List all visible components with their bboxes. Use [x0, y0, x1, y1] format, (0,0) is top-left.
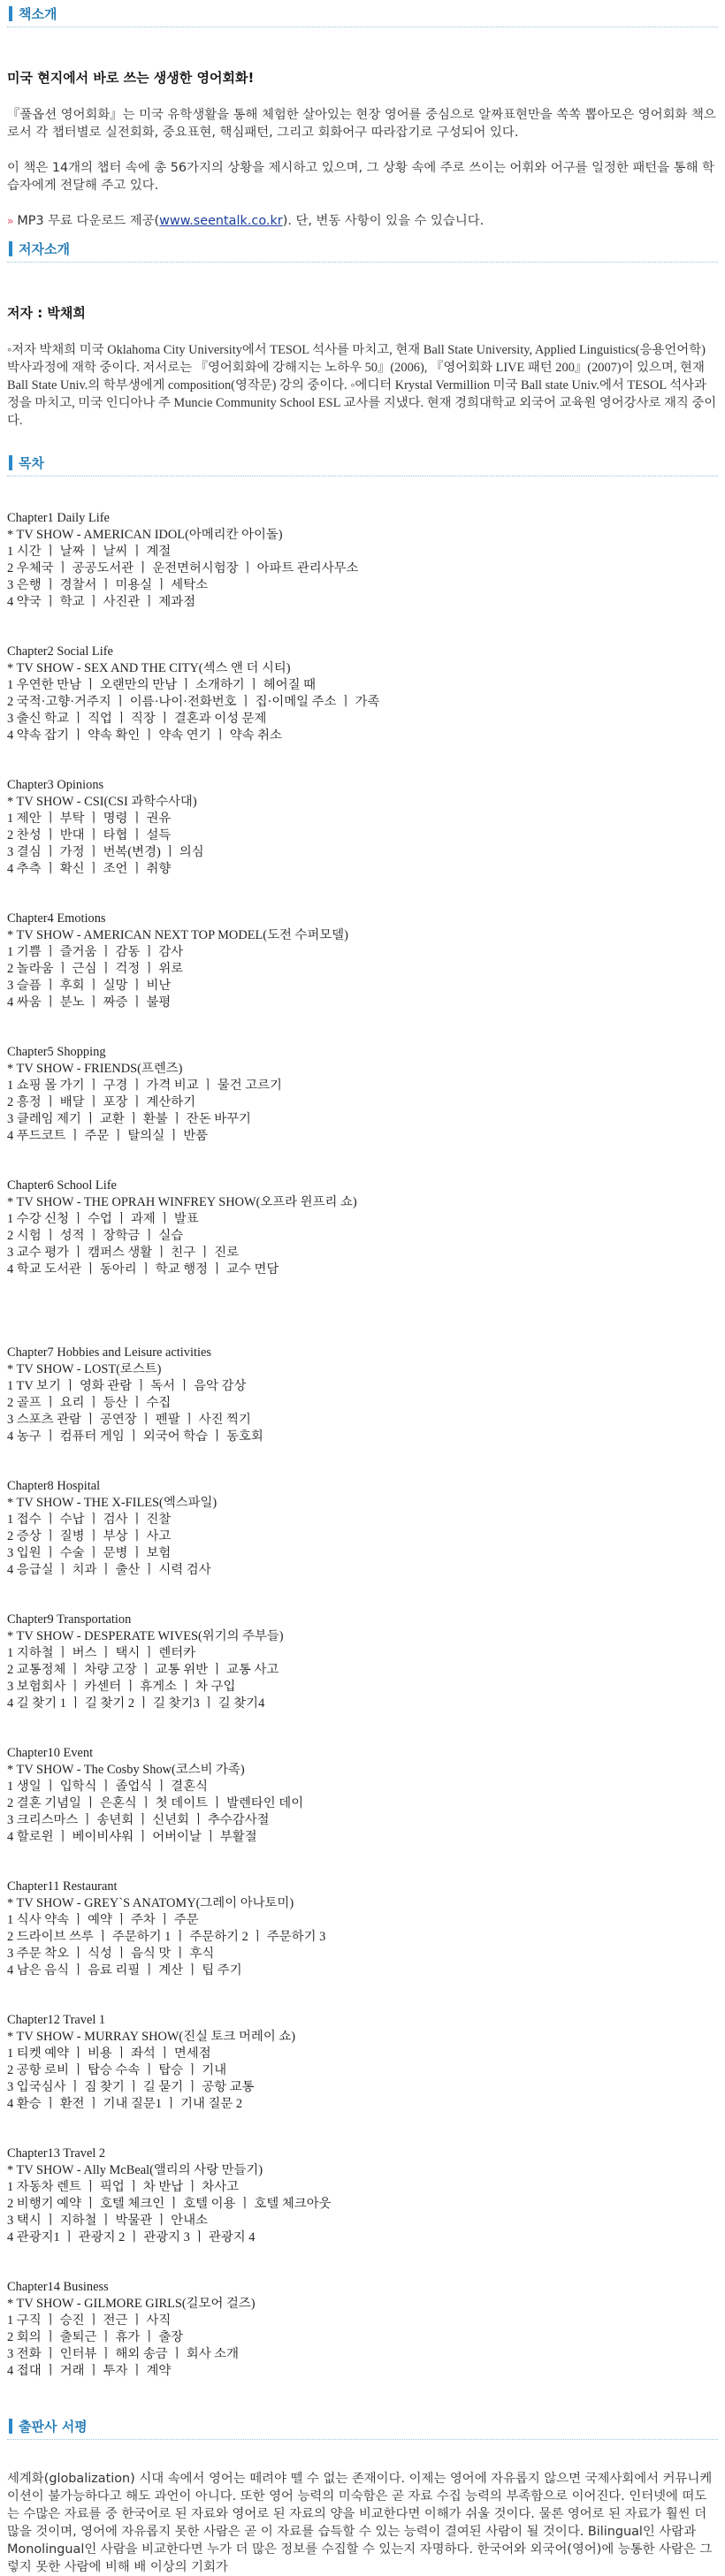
chapter-tv-show: * TV SHOW - SEX AND THE CITY(섹스 앤 더 시티): [7, 661, 291, 675]
section-header-review: [7, 2412, 718, 2440]
chapter-tv-show: * TV SHOW - Ally McBeal(앨리의 사랑 만들기): [7, 2163, 263, 2177]
chapter-block: [7, 2145, 718, 2246]
chapter-item: 4 관광지1 ㅣ 관광지 2 ㅣ 관광지 3 ㅣ 관광지 4: [7, 2230, 256, 2244]
chapter-title: Chapter14 Business: [7, 2280, 109, 2294]
chapter-block: [7, 911, 718, 1011]
chapter-block: [7, 644, 718, 744]
section-header-label: 저자소개: [19, 240, 70, 257]
mp3-prefix: MP3 무료 다운로드 제공(: [17, 214, 160, 228]
chapter-tv-show: * TV SHOW - GREY`S ANATOMY(그레이 아나토미): [7, 1896, 294, 1910]
chapter-tv-show: * TV SHOW - AMERICAN IDOL(아메리칸 아이돌): [7, 528, 283, 542]
chapter-tv-show: * TV SHOW - THE X-FILES(엑스파일): [7, 1496, 218, 1510]
chapter-tv-show: * TV SHOW - THE OPRAH WINFREY SHOW(오프라 윈프리 쇼): [7, 1195, 357, 1209]
section-bar-icon: [9, 2419, 12, 2434]
chapter-item: 3 클레임 제기 ㅣ 교환 ㅣ 환불 ㅣ 잔돈 바꾸기: [7, 1112, 251, 1126]
chapter-title: Chapter4 Emotions: [7, 911, 106, 926]
chapter-item: 2 드라이브 쓰루 ㅣ 주문하기 1 ㅣ 주문하기 2 ㅣ 주문하기 3: [7, 1930, 326, 1944]
mp3-download-note: [7, 212, 718, 230]
chapter-item: 4 약국 ㅣ 학교 ㅣ 사진관 ㅣ 제과점: [7, 595, 196, 609]
chapter-item: 4 농구 ㅣ 컴퓨터 게임 ㅣ 외국어 학습 ㅣ 동호회: [7, 1429, 263, 1444]
chapter-item: 4 추측 ㅣ 확신 ㅣ 조언 ㅣ 취향: [7, 862, 172, 876]
chapter-item: 3 슬픔 ㅣ 후회 ㅣ 실망 ㅣ 비난: [7, 979, 172, 993]
chapter-block: [7, 777, 718, 878]
chapter-item: 4 환승 ㅣ 환전 ㅣ 기내 질문1 ㅣ 기내 질문 2: [7, 2097, 243, 2111]
double-arrow-icon: »: [7, 215, 14, 227]
chapter-item: 3 출신 학교 ㅣ 직업 ㅣ 직장 ㅣ 결혼과 이성 문제: [7, 712, 267, 726]
chapter-title: Chapter8 Hospital: [7, 1479, 101, 1493]
chapter-title: Chapter1 Daily Life: [7, 511, 110, 525]
chapter-block: [7, 1478, 718, 1579]
chapter-item: 4 응급실 ㅣ 치과 ㅣ 출산 ㅣ 시력 검사: [7, 1563, 211, 1577]
chapter-block: [7, 1745, 718, 1846]
chapter-item: 4 할로윈 ㅣ 베이비샤워 ㅣ 어버이날 ㅣ 부활절: [7, 1830, 257, 1844]
chapter-title: Chapter2 Social Life: [7, 644, 113, 659]
chapter-item: 4 약속 잡기 ㅣ 약속 확인 ㅣ 약속 연기 ㅣ 약속 취소: [7, 728, 282, 743]
chapter-item: 1 접수 ㅣ 수납 ㅣ 검사 ㅣ 진찰: [7, 1513, 172, 1527]
chapter-title: Chapter6 School Life: [7, 1178, 117, 1193]
section-bar-icon: [9, 6, 12, 21]
chapter-item: 3 스포츠 관람 ㅣ 공연장 ㅣ 펜팔 ㅣ 사진 찍기: [7, 1413, 251, 1427]
chapter-item: 3 보험회사 ㅣ 카센터 ㅣ 휴게소 ㅣ 차 구입: [7, 1680, 236, 1694]
chapter-title: Chapter3 Opinions: [7, 778, 104, 792]
chapter-item: 4 남은 음식 ㅣ 음료 리필 ㅣ 계산 ㅣ 팁 주기: [7, 1963, 242, 1978]
chapter-item: 3 크리스마스 ㅣ 송년회 ㅣ 신년회 ㅣ 추수감사절: [7, 1813, 270, 1827]
intro-paragraph: 이 책은 14개의 챕터 속에 총 56가지의 상황을 제시하고 있으며, 그 상황 속에 주로 쓰이는 어휘와 어구를 일정한 패턴을 통해 학습자에게 전달해 주고 있다.: [7, 161, 714, 193]
section-header-label: 출판사 서평: [19, 2418, 88, 2435]
chapter-item: 2 회의 ㅣ 출퇴근 ㅣ 휴가 ㅣ 출장: [7, 2330, 184, 2344]
section-header-intro: [7, 0, 718, 27]
chapter-item: 1 생일 ㅣ 입학식 ㅣ 졸업식 ㅣ 결혼식: [7, 1780, 208, 1794]
chapter-block: [7, 1044, 718, 1145]
chapter-item: 2 증상 ㅣ 질병 ㅣ 부상 ㅣ 사고: [7, 1529, 172, 1543]
chapter-item: 1 제안 ㅣ 부탁 ㅣ 명령 ㅣ 권유: [7, 812, 172, 826]
section-header-label: 목차: [19, 454, 44, 471]
intro-paragraph: 『풀옵션 영어회화』는 미국 유학생활을 통해 체험한 살아있는 현장 영어를 중심으로 알짜표현만을 쏙쏙 뽑아모은 영어회화 책으로서 각 챕터별로 실전회화, 중요표현, 핵심패턴, 그리고 회화어구 따라잡기로 구성되어 있다.: [7, 108, 716, 140]
chapter-item: 2 찬성 ㅣ 반대 ㅣ 타협 ㅣ 설득: [7, 828, 172, 842]
chapter-title: Chapter10 Event: [7, 1746, 94, 1760]
chapter-item: 4 학교 도서관 ㅣ 동아리 ㅣ 학교 행정 ㅣ 교수 면담: [7, 1262, 279, 1277]
author-title: 저자 : 박채희: [7, 305, 86, 321]
chapter-item: 1 수강 신청 ㅣ 수업 ㅣ 과제 ㅣ 발표: [7, 1212, 199, 1226]
section-bar-icon: [9, 241, 12, 256]
chapter-item: 2 시험 ㅣ 성적 ㅣ 장학금 ㅣ 실습: [7, 1229, 184, 1243]
section-header-label: 책소개: [19, 5, 57, 22]
chapter-item: 2 공항 로비 ㅣ 탑승 수속 ㅣ 탑승 ㅣ 기내: [7, 2063, 227, 2077]
chapter-item: 1 기쁨 ㅣ 즐거움 ㅣ 감동 ㅣ 감사: [7, 945, 184, 959]
chapter-item: 4 접대 ㅣ 거래 ㅣ 투자 ㅣ 계약: [7, 2364, 172, 2378]
chapter-item: 1 우연한 만남 ㅣ 오랜만의 만남 ㅣ 소개하기 ㅣ 헤어질 때: [7, 678, 317, 692]
chapter-item: 1 TV 보기 ㅣ 영화 관람 ㅣ 독서 ㅣ 음악 감상: [7, 1379, 247, 1393]
chapter-block: [7, 1612, 718, 1712]
chapter-item: 1 지하철 ㅣ 버스 ㅣ 택시 ㅣ 렌터카: [7, 1646, 196, 1660]
chapter-item: 3 은행 ㅣ 경찰서 ㅣ 미용실 ㅣ 세탁소: [7, 578, 208, 592]
chapter-item: 3 입원 ㅣ 수술 ㅣ 문병 ㅣ 보험: [7, 1546, 172, 1560]
mp3-download-link[interactable]: www.seentalk.co.kr: [159, 214, 283, 228]
chapter-title: Chapter7 Hobbies and Leisure activities: [7, 1345, 211, 1360]
chapter-item: 2 골프 ㅣ 요리 ㅣ 등산 ㅣ 수집: [7, 1396, 172, 1410]
chapter-item: 2 결혼 기념일 ㅣ 은혼식 ㅣ 첫 데이트 ㅣ 발렌타인 데이: [7, 1796, 304, 1810]
chapter-title: Chapter13 Travel 2: [7, 2146, 106, 2161]
chapter-item: 2 우체국 ㅣ 공공도서관 ㅣ 운전면허시험장 ㅣ 아파트 관리사무소: [7, 561, 359, 575]
chapter-block: [7, 2012, 718, 2113]
chapter-item: 3 교수 평가 ㅣ 캠퍼스 생활 ㅣ 친구 ㅣ 진로: [7, 1246, 239, 1260]
chapter-block: [7, 1177, 718, 1278]
chapter-item: 3 결심 ㅣ 가정 ㅣ 번복(변경) ㅣ 의심: [7, 845, 204, 859]
chapter-item: 4 길 찾기 1 ㅣ 길 찾기 2 ㅣ 길 찾기3 ㅣ 길 찾기4: [7, 1696, 265, 1711]
chapter-block: [7, 510, 718, 611]
author-bio: ◦저자 박채희 미국 Oklahoma City University에서 TESOL 석사를 마치고, 현재 Ball State University, Applied Linguistics(응용언어학) 박사과정에 재학 중이다. 저서로는 『영어회화에 강해지는 노하우 50』(2006), 『영어회화 LIVE 패턴 200』(2007)이 있으며, 현재 Ball State Univ.의 학부생에게 composition(영작문) 강의 중이다. ◦에디터 Krystal Vermillion 미국 Ball state Univ.에서 TESOL 석사과정을 마치고, 미국 인디아나 주 Muncie Community School ESL 교사를 지냈다. 현재 경희대학교 외국어 교육원 영어강사로 재직 중이다.: [7, 343, 717, 428]
publisher-review: 세계화(globalization) 시대 속에서 영어는 떼려야 뗄 수 없는 존재이다. 이제는 영어에 자유롭지 않으면 국제사회에서 커뮤니케이션이 불가능하다고 해도 과언이 아니다. 또한 영어 능력의 미숙함은 곧 자료 수집 능력의 부족함으로 이어진다. 인터넷에 떠도는 수많은 자료를 중 한국어로 된 자료와 영어로 된 자료의 양을 비교한다면 이해가 쉬울 것이다. 물론 영어로 된 자료가 훨씬 더 많을 것이며, 영어에 자유롭지 못한 사람은 곧 이 자료를 습득할 수 있는 능력이 결여된 사람이 될 것이다. Bilingual인 사람과 Monolingual인 사람을 비교한다면 누가 더 많은 정보를 수집할 수 있는지 자명하다. 한국어와 외국어(영어)에 능통한 사람은 그렇지 못한 사람에 비해 배 이상의 기회가: [7, 2472, 713, 2574]
chapter-block: [7, 1345, 718, 1445]
chapter-item: 3 입국심사 ㅣ 짐 찾기 ㅣ 길 묻기 ㅣ 공항 교통: [7, 2080, 255, 2094]
chapter-tv-show: * TV SHOW - AMERICAN NEXT TOP MODEL(도전 수퍼모델): [7, 928, 348, 942]
chapter-item: 4 푸드코트 ㅣ 주문 ㅣ 탈의실 ㅣ 반품: [7, 1129, 208, 1143]
chapter-title: Chapter11 Restaurant: [7, 1879, 118, 1894]
mp3-suffix: ). 단, 변동 사항이 있을 수 있습니다.: [282, 214, 485, 228]
section-header-author: [7, 235, 718, 263]
chapter-block: [7, 2279, 718, 2380]
chapter-item: 1 시간 ㅣ 날짜 ㅣ 날씨 ㅣ 계절: [7, 545, 172, 559]
chapter-item: 3 택시 ㅣ 지하철 ㅣ 박물관 ㅣ 안내소: [7, 2214, 208, 2228]
chapter-block: [7, 1879, 718, 1979]
section-header-toc: [7, 449, 718, 476]
chapter-tv-show: * TV SHOW - CSI(CSI 과학수사대): [7, 795, 197, 809]
chapter-item: 2 교통정체 ㅣ 차량 고장 ㅣ 교통 위반 ㅣ 교통 사고: [7, 1663, 279, 1677]
chapter-item: 1 식사 약속 ㅣ 예약 ㅣ 주차 ㅣ 주문: [7, 1913, 199, 1927]
chapter-item: 2 비행기 예약 ㅣ 호텔 체크인 ㅣ 호텔 이용 ㅣ 호텔 체크아웃: [7, 2197, 332, 2211]
chapter-item: 2 국적·고향·거주지 ㅣ 이름·나이·전화번호 ㅣ 집·이메일 주소 ㅣ 가족: [7, 695, 380, 709]
chapter-item: 3 주문 착오 ㅣ 식성 ㅣ 음식 맛 ㅣ 후식: [7, 1947, 215, 1961]
chapter-tv-show: * TV SHOW - The Cosby Show(코스비 가족): [7, 1763, 245, 1777]
chapter-item: 3 전화 ㅣ 인터뷰 ㅣ 해외 송금 ㅣ 회사 소개: [7, 2347, 239, 2361]
section-bar-icon: [9, 455, 12, 470]
chapter-item: 1 자동차 렌트 ㅣ 픽업 ㅣ 차 반납 ㅣ 차사고: [7, 2180, 239, 2194]
chapter-title: Chapter9 Transportation: [7, 1612, 132, 1627]
intro-title: 미국 현지에서 바로 쓰는 생생한 영어회화!: [7, 70, 255, 86]
chapter-title: Chapter12 Travel 1: [7, 2013, 106, 2027]
chapter-item: 1 쇼핑 몰 가기 ㅣ 구경 ㅣ 가격 비교 ㅣ 물건 고르기: [7, 1078, 282, 1093]
table-of-contents: [7, 510, 718, 2380]
chapter-item: 1 구직 ㅣ 승진 ㅣ 전근 ㅣ 사직: [7, 2313, 172, 2328]
chapter-item: 2 놀라움 ㅣ 근심 ㅣ 걱정 ㅣ 위로: [7, 962, 184, 976]
chapter-title: Chapter5 Shopping: [7, 1045, 106, 1059]
chapter-tv-show: * TV SHOW - GILMORE GIRLS(길모어 걸즈): [7, 2297, 256, 2311]
chapter-item: 4 싸움 ㅣ 분노 ㅣ 짜증 ㅣ 불평: [7, 995, 172, 1010]
chapter-tv-show: * TV SHOW - DESPERATE WIVES(위기의 주부들): [7, 1629, 284, 1643]
chapter-tv-show: * TV SHOW - MURRAY SHOW(진실 토크 머레이 쇼): [7, 2030, 296, 2044]
chapter-item: 1 티켓 예약 ㅣ 비용 ㅣ 좌석 ㅣ 면세점: [7, 2046, 211, 2061]
chapter-item: 2 흥정 ㅣ 배달 ㅣ 포장 ㅣ 계산하기: [7, 1095, 196, 1109]
chapter-tv-show: * TV SHOW - LOST(로스트): [7, 1362, 162, 1376]
chapter-tv-show: * TV SHOW - FRIENDS(프렌즈): [7, 1062, 183, 1076]
